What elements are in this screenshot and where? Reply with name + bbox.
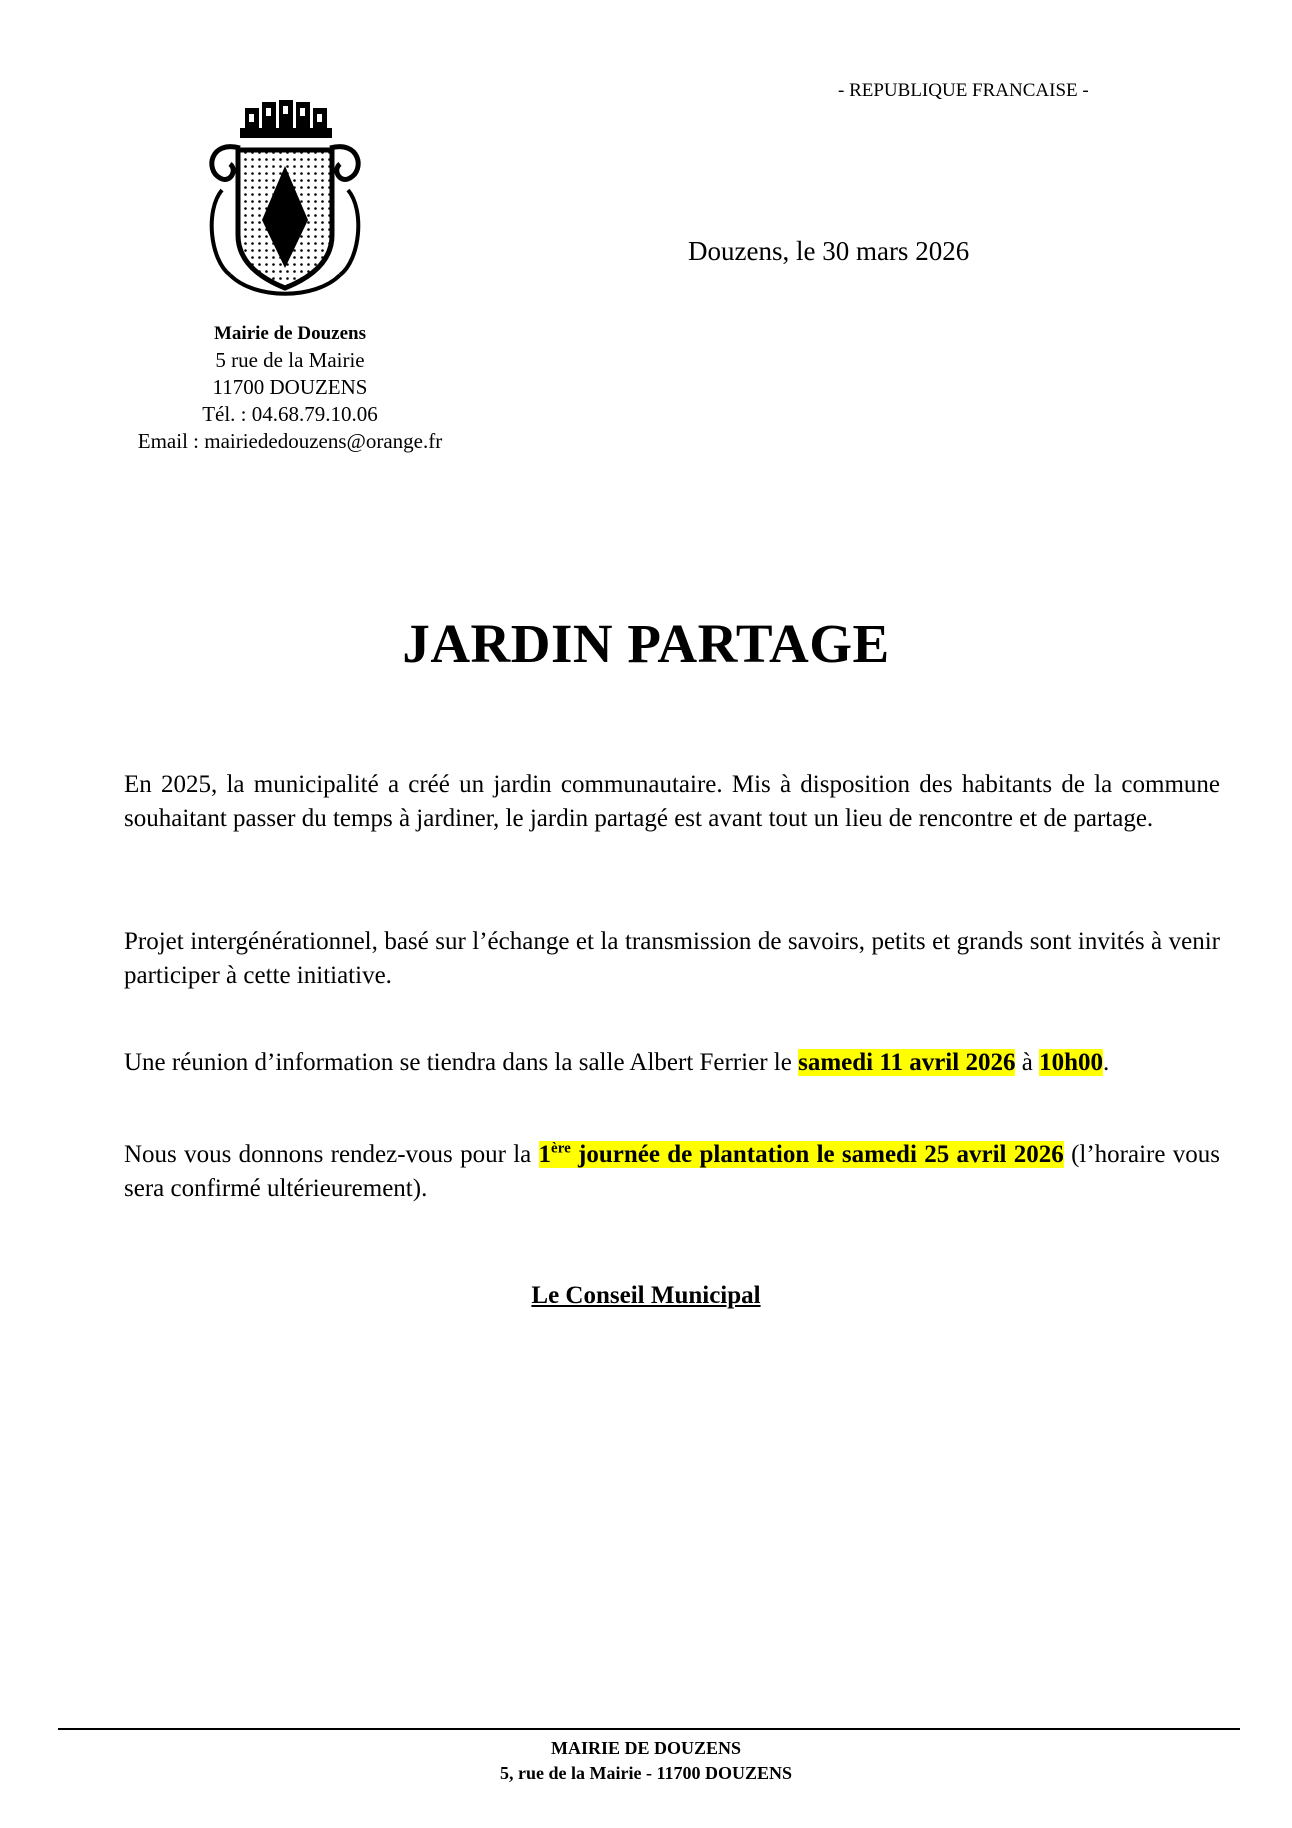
planting-number: 1 xyxy=(538,1141,552,1168)
signature: Le Conseil Municipal xyxy=(531,1282,761,1309)
paragraph-intro: En 2025, la municipalité a créé un jardin communautaire. Mis à disposition des habitants de la commune souhaitant passer du temps à jardiner, le jardin partagé est avant tout un lieu de rencontre et de partage. xyxy=(124,771,1220,832)
meeting-text-middle: à xyxy=(1015,1049,1040,1076)
planting-highlight xyxy=(539,1141,1064,1168)
planting-ordinal: ère xyxy=(551,1140,571,1157)
paragraph-planting xyxy=(124,1138,1220,1206)
paragraph-meeting xyxy=(124,1046,1220,1080)
planting-text: Nous vous donnons rendez-vous pour la xyxy=(124,1141,539,1168)
date-line: Douzens, le 30 mars 2026 xyxy=(688,236,970,266)
sender-name: Mairie de Douzens xyxy=(214,323,366,344)
footer-name: MAIRIE DE DOUZENS xyxy=(550,1738,742,1758)
paragraph-project: Projet intergénérationnel, basé sur l’échange et la transmission de savoirs, petits et grands sont invités à venir participer à cette initiative. xyxy=(124,928,1220,989)
footer-address: 5, rue de la Mairie - 11700 DOUZENS xyxy=(500,1763,792,1783)
sender-street: 5 rue de la Mairie xyxy=(215,348,365,372)
sender-address-block xyxy=(100,320,480,455)
meeting-time-highlight: 10h00 xyxy=(1039,1049,1103,1076)
sender-city: 11700 DOUZENS xyxy=(212,375,368,399)
meeting-text-end: . xyxy=(1102,1049,1110,1076)
republique-header: - REPUBLIQUE FRANCAISE - xyxy=(838,80,1089,101)
meeting-date-highlight: samedi 11 avril 2026 xyxy=(798,1049,1016,1076)
page-title: JARDIN PARTAGE xyxy=(402,613,890,674)
planting-date: journée de plantation le samedi 25 avril 2026 xyxy=(570,1141,1064,1168)
coat-of-arms-icon xyxy=(200,100,370,314)
footer-divider xyxy=(58,1728,1240,1730)
meeting-text: Une réunion d’information se tiendra dans la salle Albert Ferrier le xyxy=(124,1049,799,1076)
sender-phone: Tél. : 04.68.79.10.06 xyxy=(202,402,378,426)
footer xyxy=(0,1736,1292,1786)
sender-email: Email : mairiededouzens@orange.fr xyxy=(137,429,443,453)
planting-text-end: (l’horaire vous sera confirmé ultérieurement). xyxy=(124,1141,1220,1202)
